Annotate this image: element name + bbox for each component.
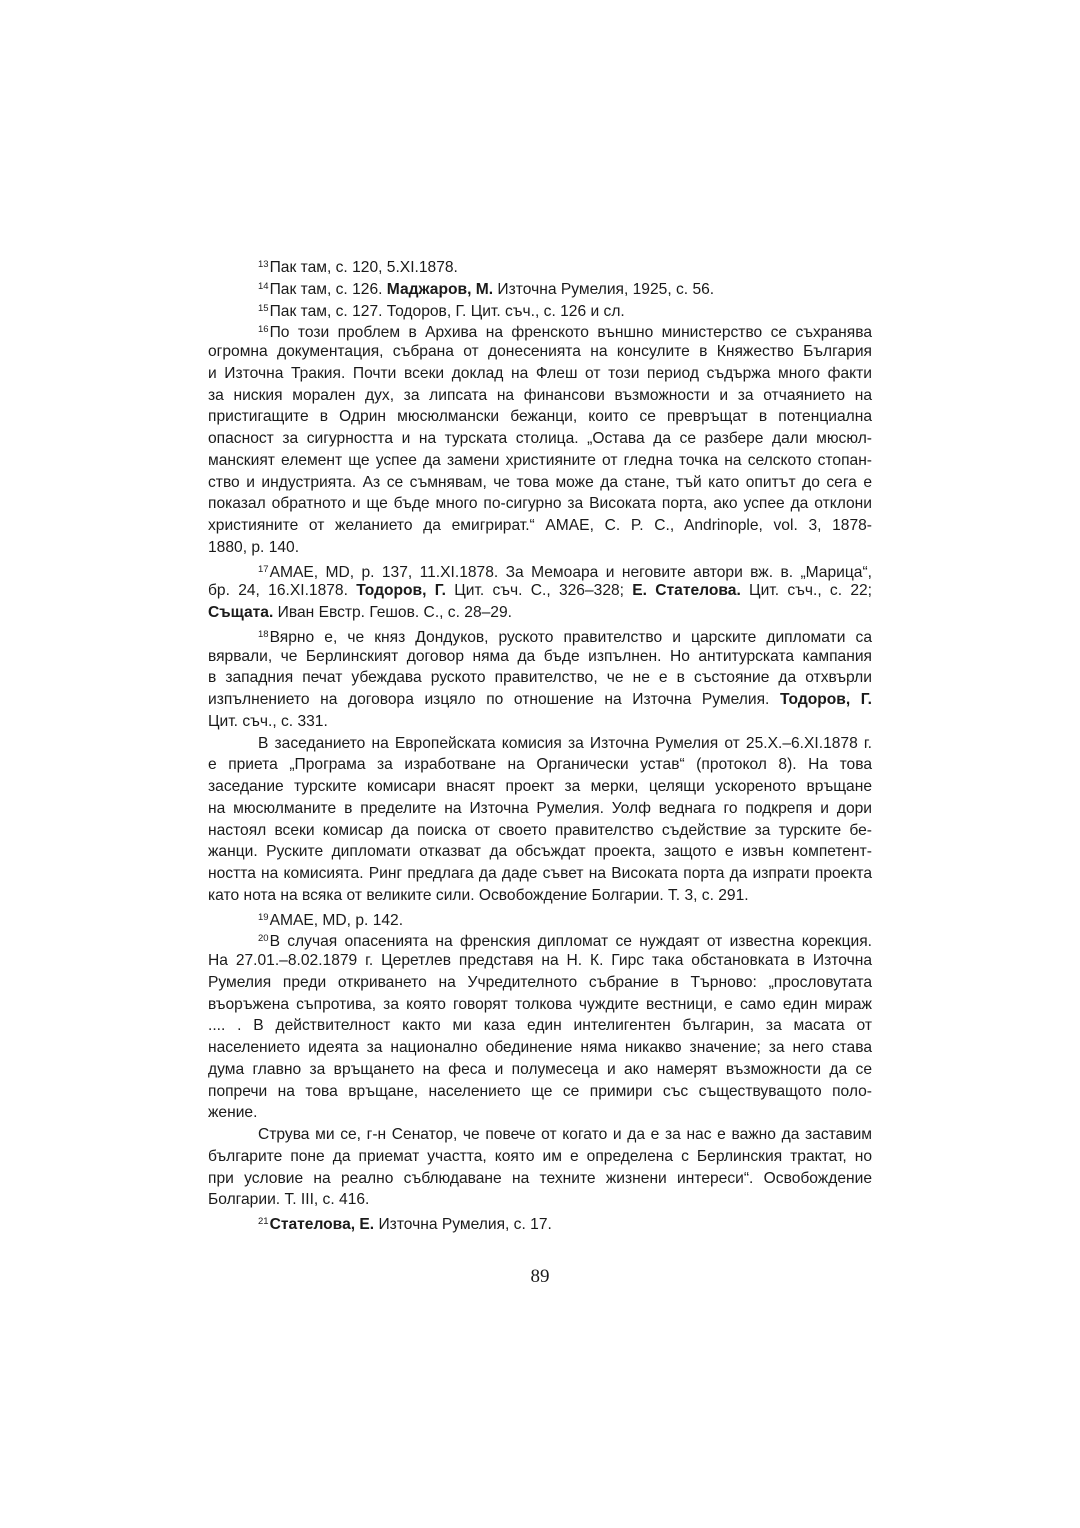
line-content <box>208 515 872 537</box>
text-line <box>208 472 872 494</box>
text-segment: По този проблем в Архива на френското външно министерство се съхранява <box>269 324 872 342</box>
text-line <box>208 863 872 885</box>
author-reference: Маджаров, М. <box>386 280 494 298</box>
line-content <box>208 776 872 798</box>
line-content <box>208 450 872 472</box>
text-line <box>208 1015 872 1037</box>
text-line <box>208 602 872 624</box>
line-content <box>208 1102 257 1124</box>
text-segment: AMAE, MD, p. 137, 11.XI.1878. За Мемоара и неговите автори вж. в. „Марица“, <box>269 563 872 581</box>
text-line <box>208 580 872 602</box>
line-content <box>208 950 872 972</box>
text-segment: Пак там, с. 126. <box>269 280 387 298</box>
footnote-number: 20 <box>258 933 269 945</box>
text-line <box>208 1124 872 1146</box>
text-segment: Иван Евстр. Гешов. С., с. 28–29. <box>273 604 512 621</box>
footnote-number: 15 <box>258 302 269 314</box>
text-segment: показал обратното и ще бъде много по-сигурно за Високата порта, ако успее да отклони <box>208 495 872 513</box>
text-segment: Цит. съч., с. 331. <box>208 712 328 730</box>
text-segment: Пак там, с. 127. Тодоров, Г. Цит. съч., с. 126 и сл. <box>269 302 625 320</box>
author-reference: Тодоров, Г. <box>356 582 446 600</box>
line-content <box>208 428 872 450</box>
text-segment: В случая опасенията на френския дипломат се нуждаят от известна корекция. <box>269 933 872 951</box>
author-reference: Е. Стателова. <box>632 582 741 600</box>
text-line <box>208 1146 872 1168</box>
line-content <box>208 1037 872 1059</box>
text-line <box>208 515 872 537</box>
text-segment: Струва ми се, г-н Сенатор, че повече от когато и да е за нас е важно да заставим <box>258 1126 872 1143</box>
line-content <box>208 537 299 559</box>
text-line <box>208 1081 872 1103</box>
text-line <box>208 1211 872 1233</box>
line-content <box>208 406 872 428</box>
text-line <box>208 841 872 863</box>
line-content <box>208 1146 872 1168</box>
text-segment: Източна Румелия, 1925, с. 56. <box>493 280 715 298</box>
line-content <box>208 1015 872 1037</box>
line-content <box>208 820 872 842</box>
line-content <box>208 580 872 602</box>
line-content <box>208 798 872 820</box>
line-content <box>258 1124 872 1146</box>
text-segment: Цит. съч. С., 326–328; <box>445 582 633 600</box>
text-segment: В заседанието на Европейската комисия за Източна Румелия от 25.X.–6.XI.1878 г. <box>258 734 872 752</box>
text-line <box>208 276 872 298</box>
line-content <box>208 385 872 407</box>
line-content <box>208 863 872 885</box>
line-content <box>208 472 872 494</box>
page-number: 89 <box>530 1266 550 1287</box>
text-segment: AMAE, MD, p. 142. <box>269 911 404 929</box>
line-content <box>208 363 872 385</box>
text-line <box>208 298 872 320</box>
line-content <box>208 1168 872 1190</box>
text-line <box>208 559 872 581</box>
text-segment: 1880, p. 140. <box>208 538 300 556</box>
footnote-number: 14 <box>258 280 269 292</box>
line-content <box>258 733 872 755</box>
text-segment: .... . В действителност както ми каза един интелигентен българин, за масата от <box>208 1017 872 1035</box>
text-segment: при условие на реално съблюдаване на техните жизнени интереси“. Освобождение <box>208 1169 872 1187</box>
footnote-number: 21 <box>258 1216 269 1227</box>
text-segment: като нота на всяка от великите сили. Освобождение Болгарии. Т. 3, с. 291. <box>208 886 749 904</box>
text-segment: в западния печат убеждава руското правителство, че не е в състояние да отхвърли <box>208 669 872 687</box>
text-segment: Пак там, с. 120, 5.XI.1878. <box>269 259 458 276</box>
text-line <box>208 733 872 755</box>
text-segment: опасност за сигурността и на турската столица. „Остава да се разбере дали мюсюл- <box>208 430 872 447</box>
line-content <box>208 689 872 711</box>
line-content <box>208 711 328 733</box>
text-line <box>208 689 872 711</box>
text-line <box>208 428 872 450</box>
text-line <box>208 341 872 363</box>
footnote-number: 16 <box>258 324 269 336</box>
text-line <box>208 646 872 668</box>
line-content <box>208 667 872 689</box>
text-line <box>208 907 872 929</box>
text-segment: християните от желанието да емигрират.“ AMAE, C. P. C., Andrinople, vol. 3, 1878- <box>208 517 872 534</box>
text-line <box>208 1102 872 1124</box>
footnote-number: 17 <box>258 563 269 575</box>
text-line <box>208 319 872 341</box>
text-line <box>208 624 872 646</box>
text-segment: и Източна Тракия. Почти всеки доклад на Флеш от този период съдържа много факти <box>208 364 872 382</box>
text-segment: на мюсюлманите в пределите на Източна Румелия. Уолф веднага го подкрепя и дори <box>208 799 872 817</box>
text-line <box>208 754 872 776</box>
line-content <box>258 1211 552 1236</box>
text-segment: настоял всеки комисар да поиска от своето правителство съдействие за турските бе- <box>208 821 872 839</box>
text-line <box>208 1168 872 1190</box>
text-line <box>208 950 872 972</box>
line-content <box>208 646 872 668</box>
text-line <box>208 972 872 994</box>
author-reference: Стателова, Е. <box>269 1216 375 1233</box>
text-line <box>208 885 872 907</box>
text-segment: жанци. Руските дипломати отказват да обсъждат проекта, защото е извън компетент- <box>208 843 872 861</box>
text-segment: въоръжена съпротива, за която говорят толкова чуждите вестници, е само един мираж <box>208 995 872 1013</box>
text-segment: Източна Румелия, с. 17. <box>374 1216 552 1233</box>
author-reference: Същата. <box>208 604 274 621</box>
text-segment: Цит. съч., с. 22; <box>740 582 872 600</box>
line-content <box>208 1081 872 1103</box>
text-segment: заседание турските комисари внасят проект за мерки, целящи ускореното връщане <box>208 778 872 795</box>
text-line <box>208 776 872 798</box>
text-segment: населението идеята за национално обединение няма никакво значение; за него става <box>208 1039 872 1056</box>
line-content <box>208 994 872 1016</box>
text-line <box>208 820 872 842</box>
text-segment: пристигащите в Одрин мюсюлмански бежанци, които се превръщат в потенциална <box>208 408 872 426</box>
line-content <box>208 754 872 776</box>
text-line <box>208 450 872 472</box>
text-segment: На 27.01.–8.02.1879 г. Церетлев представя на Н. К. Гирс така обстановката в Източна <box>208 952 872 969</box>
text-line <box>208 1037 872 1059</box>
line-content <box>208 972 872 994</box>
text-segment: българите поне да приемат участта, която им е определена с Берлинския трактат, но <box>208 1147 872 1165</box>
text-segment: жение. <box>208 1104 258 1122</box>
text-segment: вярвали, че Берлинският договор няма да бъде изпълнен. Но антитурската кампания <box>208 647 872 665</box>
text-segment: попречи на това връщане, населението ще се примири със съществуващото поло- <box>208 1082 872 1100</box>
text-line <box>208 1059 872 1081</box>
text-line <box>208 798 872 820</box>
text-line <box>208 385 872 407</box>
text-segment: е приета „Програма за изработване на Органически устав“ (протокол 8). На това <box>208 756 872 774</box>
text-segment: бр. 24, 16.XI.1878. <box>208 582 357 600</box>
line-content <box>208 1059 872 1081</box>
text-segment: дума главно за връщането на феса и полумесеца и ако намерят възможности да се <box>208 1060 872 1078</box>
text-segment: ността на комисията. Ринг предлага да даде съвет на Високата порта да изпрати проекта <box>208 865 872 882</box>
text-line <box>208 928 872 950</box>
line-content <box>208 602 512 624</box>
text-line <box>208 363 872 385</box>
text-line <box>208 406 872 428</box>
text-line <box>208 994 872 1016</box>
line-content <box>208 493 872 515</box>
text-line <box>208 711 872 733</box>
text-segment: ство и индустрията. Аз се съмнявам, че това може да стане, тъй като опитът до сега е <box>208 473 872 491</box>
footnotes-text-block <box>208 254 872 1233</box>
text-segment: Вярно е, че княз Дондуков, руското правителство и царските дипломати са <box>269 628 872 646</box>
footnote-number: 19 <box>258 911 269 923</box>
text-line <box>208 493 872 515</box>
footnote-number: 18 <box>258 628 269 640</box>
text-segment: изпълнението на договора изцяло по отношение на Източна Румелия. <box>208 691 780 708</box>
footnote-number: 13 <box>258 259 269 270</box>
text-line <box>208 254 872 276</box>
text-line <box>208 667 872 689</box>
text-line <box>208 537 872 559</box>
line-content <box>208 1189 369 1211</box>
text-line <box>208 1189 872 1211</box>
text-segment: манският елемент ще успее да замени християните от гледна точка на селското стопан- <box>208 451 872 469</box>
text-segment: Румелия преди откриването на Учредителното събрание в Търново: „прословутата <box>208 973 872 991</box>
line-content <box>208 841 872 863</box>
text-segment: Болгарии. Т. III, с. 416. <box>208 1191 370 1209</box>
text-segment: за ниския морален дух, за липсата на финансови възможности и за отчаянието на <box>208 386 872 404</box>
line-content <box>208 341 872 363</box>
text-segment: огромна документация, събрана от донесенията на консулите в Княжество България <box>208 343 872 360</box>
line-content <box>208 885 749 907</box>
author-reference: Тодоров, Г. <box>779 691 873 708</box>
